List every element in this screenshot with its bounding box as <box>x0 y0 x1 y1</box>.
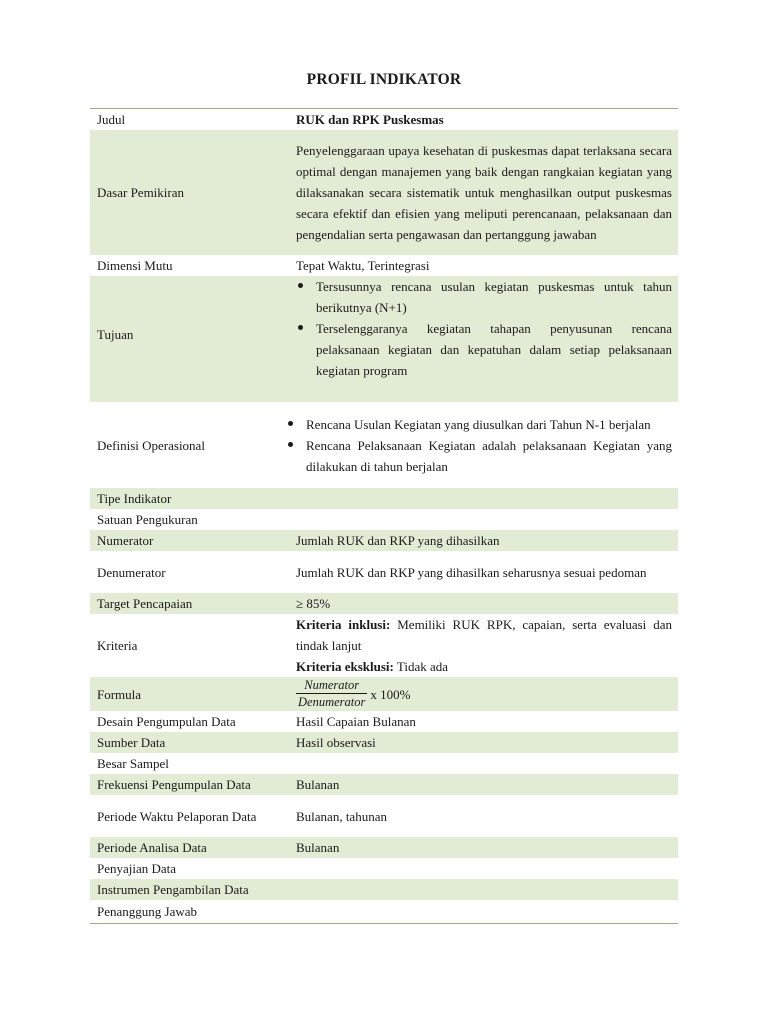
table-row-desain-pengumpulan <box>90 711 678 732</box>
row-value: Bulanan <box>296 777 340 792</box>
formula-denominator: Denumerator <box>298 695 366 709</box>
row-label: Desain Pengumpulan Data <box>97 714 236 729</box>
row-label: Penanggung Jawab <box>97 903 198 919</box>
fraction-bar <box>296 693 367 694</box>
list-item: Terselenggaranya kegiatan tahapan penyusunan rencana pelaksanaan kegiatan dan kepatuhan dalam setiap pelaksanaan kegiatan program <box>296 318 672 381</box>
formula-expression <box>296 677 672 711</box>
row-label: Denumerator <box>97 564 166 580</box>
kriteria-eksklusi: Kriteria eksklusi: Tidak ada <box>296 659 449 674</box>
row-value: Jumlah RUK dan RKP yang dihasilkan seharusnya sesuai pedoman <box>296 564 647 580</box>
row-label: Numerator <box>97 533 154 548</box>
table-row-besar-sampel <box>90 753 678 774</box>
table-row-target-pencapaian <box>90 593 678 614</box>
table-row-frekuensi <box>90 774 678 795</box>
row-value <box>296 276 672 402</box>
row-label: Besar Sampel <box>97 756 169 771</box>
table-row-definisi-operasional <box>90 402 678 488</box>
table-row-sumber-data <box>90 732 678 753</box>
table-row-satuan-pengukuran <box>90 509 678 530</box>
formula-multiplier: x 100% <box>370 686 411 702</box>
row-label: Formula <box>97 686 142 702</box>
bullet-icon <box>288 421 293 426</box>
row-value: ≥ 85% <box>296 596 331 611</box>
row-label: Satuan Pengukuran <box>97 512 198 527</box>
table-row-penyajian-data <box>90 858 678 879</box>
row-label: Definisi Operasional <box>97 437 205 453</box>
formula-numerator: Numerator <box>304 678 360 692</box>
row-label: Penyajian Data <box>97 861 177 876</box>
row-label: Dimensi Mutu <box>97 258 173 273</box>
table-row-tipe-indikator <box>90 488 678 509</box>
table-row-denumerator <box>90 551 678 593</box>
row-value: Bulanan, tahunan <box>296 808 387 824</box>
row-value <box>296 753 672 774</box>
row-value <box>296 677 672 711</box>
page-title: PROFIL INDIKATOR <box>306 71 462 88</box>
row-label: Instrumen Pengambilan Data <box>97 882 249 897</box>
kriteria-inklusi: Kriteria inklusi: Memiliki RUK RPK, capaian, serta evaluasi dan tindak lanjut <box>296 617 672 653</box>
bullet-icon <box>298 325 303 330</box>
table-row-periode-analisa <box>90 837 678 858</box>
list-item: Rencana Usulan Kegiatan yang diusulkan dari Tahun N-1 berjalan <box>286 414 672 435</box>
row-label: Frekuensi Pengumpulan Data <box>97 777 251 792</box>
row-label: Judul <box>97 112 126 127</box>
table-row-dasar-pemikiran <box>90 130 678 255</box>
list-item: Tersusunnya rencana usulan kegiatan puskesmas untuk tahun berikutnya (N+1) <box>296 276 672 318</box>
table-row-judul <box>90 109 678 130</box>
row-label: Dasar Pemikiran <box>97 185 185 200</box>
row-value: Bulanan <box>296 840 340 855</box>
row-value <box>296 858 672 879</box>
list-item: Rencana Pelaksanaan Kegiatan adalah pelaksanaan Kegiatan yang dilakukan di tahun berjalan <box>286 435 672 477</box>
table-row-tujuan <box>90 276 678 402</box>
row-value <box>296 488 672 509</box>
row-value: RUK dan RPK Puskesmas <box>296 112 444 127</box>
table-row-penanggung-jawab <box>90 900 678 922</box>
bullet-icon <box>298 283 303 288</box>
row-value: Hasil observasi <box>296 735 376 750</box>
table-row-formula <box>90 677 678 711</box>
table-row-kriteria <box>90 614 678 677</box>
row-value <box>296 879 672 900</box>
row-value: Tepat Waktu, Terintegrasi <box>296 258 430 273</box>
row-label: Sumber Data <box>97 735 166 750</box>
table-bottom-border <box>90 923 678 924</box>
row-value <box>286 402 672 488</box>
formula-fraction <box>296 678 367 710</box>
row-value <box>296 509 672 530</box>
bullet-icon <box>288 442 293 447</box>
table-row-instrumen <box>90 879 678 900</box>
row-label: Kriteria <box>97 638 138 653</box>
row-label: Target Pencapaian <box>97 596 193 611</box>
row-label: Periode Analisa Data <box>97 840 207 855</box>
row-value <box>296 614 672 677</box>
table-row-numerator <box>90 530 678 551</box>
row-value <box>296 900 672 922</box>
row-label: Periode Waktu Pelaporan Data <box>97 808 257 824</box>
row-label: Tujuan <box>97 327 134 342</box>
row-label: Tipe Indikator <box>97 491 172 506</box>
row-value: Hasil Capaian Bulanan <box>296 714 416 729</box>
table-row-dimensi-mutu <box>90 255 678 276</box>
row-value: Penyelenggaraan upaya kesehatan di puskesmas dapat terlaksana secara optimal dengan manajemen yang baik dengan rangkaian kegiatan yang dilaksanakan secara sistematik untuk menghasilkan output puskesmas secara efektif dan efisien yang meliputi perencanaan, pelaksanaan dan pengendalian serta pengawasan dan pertanggung jawaban <box>296 143 672 242</box>
row-value: Jumlah RUK dan RKP yang dihasilkan <box>296 533 500 548</box>
table-row-periode-pelaporan <box>90 795 678 837</box>
